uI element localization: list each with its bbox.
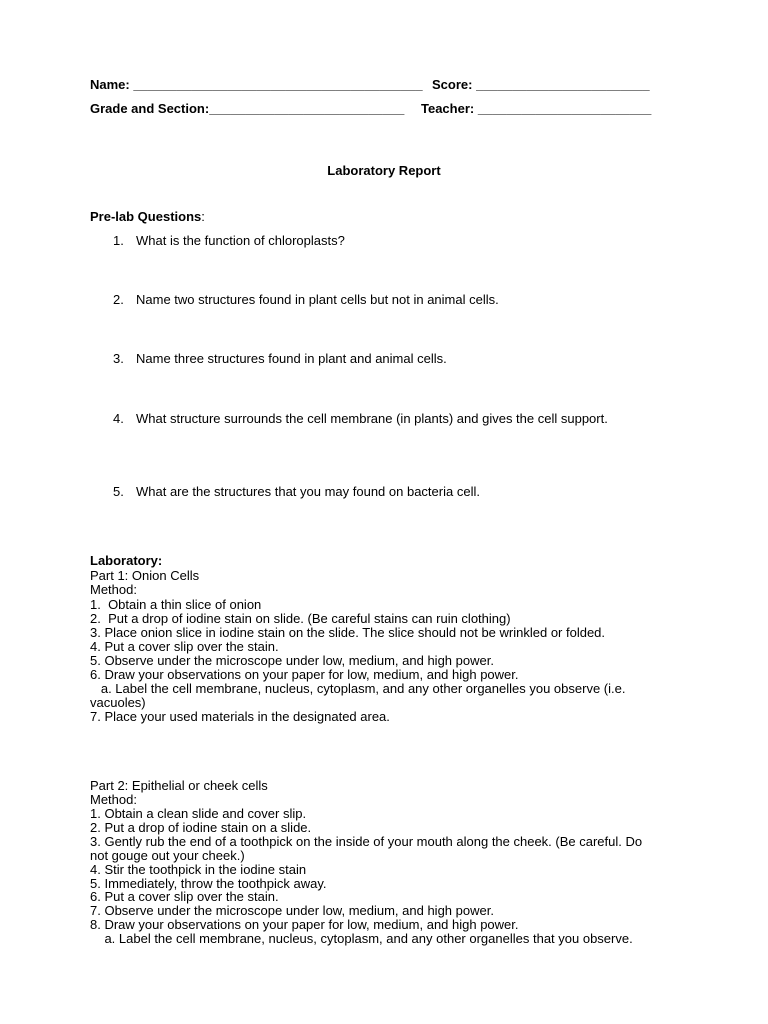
part1-step: 4. Put a cover slip over the stain.: [90, 639, 279, 654]
page-title: Laboratory Report: [327, 163, 441, 178]
prelab-question-3: Name three structures found in plant and animal cells.: [136, 351, 447, 366]
prelab-heading: [90, 209, 205, 224]
part2-step: 6. Put a cover slip over the stain.: [90, 889, 279, 904]
part1-method-label: Method:: [90, 582, 137, 597]
part2-step: 7. Observe under the microscope under low, medium, and high power.: [90, 903, 494, 918]
part2-step: not gouge out your cheek.): [90, 848, 245, 863]
score-blank: ________________________: [476, 77, 650, 92]
prelab-question-1-number: 1.: [113, 233, 124, 248]
prelab-question-2: Name two structures found in plant cells but not in animal cells.: [136, 292, 499, 307]
teacher-field: [421, 101, 651, 116]
grade-section-field: [90, 101, 404, 116]
part1-title: Part 1: Onion Cells: [90, 568, 200, 583]
score-label: Score:: [432, 77, 473, 92]
part1-step: 6. Draw your observations on your paper for low, medium, and high power.: [90, 667, 519, 682]
part1-step: 3. Place onion slice in iodine stain on the slide. The slice should not be wrinkled or folded.: [90, 625, 606, 640]
prelab-heading-colon: :: [201, 209, 205, 224]
name-field: [90, 77, 423, 92]
grade-section-label: Grade and Section:: [90, 101, 210, 116]
part1-step: 1. Obtain a thin slice of onion: [90, 597, 262, 612]
laboratory-heading: Laboratory:: [90, 553, 163, 568]
name-label: Name:: [90, 77, 130, 92]
part1-step: a. Label the cell membrane, nucleus, cytoplasm, and any other organelles you observe (i.e.: [90, 681, 626, 696]
part1-step: vacuoles): [90, 695, 146, 710]
part1-step: 7. Place your used materials in the designated area.: [90, 709, 390, 724]
prelab-question-4: What structure surrounds the cell membrane (in plants) and gives the cell support.: [136, 411, 608, 426]
teacher-blank: ________________________: [477, 101, 652, 116]
part1-step: 2. Put a drop of iodine stain on slide. (Be careful stains can ruin clothing): [90, 611, 511, 626]
part2-step: 2. Put a drop of iodine stain on a slide.: [90, 820, 312, 835]
name-blank: ________________________________________: [133, 77, 423, 92]
part2-step: 1. Obtain a clean slide and cover slip.: [90, 806, 307, 821]
part2-step: a. Label the cell membrane, nucleus, cytoplasm, and any other organelles that you observe.: [90, 931, 633, 946]
part2-step: 5. Immediately, throw the toothpick away.: [90, 876, 327, 891]
part2-step: 4. Stir the toothpick in the iodine stain: [90, 862, 307, 877]
prelab-heading-text: Pre-lab Questions: [90, 209, 202, 224]
prelab-question-4-number: 4.: [113, 411, 124, 426]
prelab-question-3-number: 3.: [113, 351, 124, 366]
part2-method-label: Method:: [90, 792, 137, 807]
part2-step: 8. Draw your observations on your paper for low, medium, and high power.: [90, 917, 519, 932]
prelab-question-2-number: 2.: [113, 292, 124, 307]
prelab-question-1: What is the function of chloroplasts?: [136, 233, 345, 248]
prelab-question-5-number: 5.: [113, 484, 124, 499]
part2-step: 3. Gently rub the end of a toothpick on the inside of your mouth along the cheek. (Be careful. Do: [90, 834, 643, 849]
prelab-question-5: What are the structures that you may found on bacteria cell.: [136, 484, 480, 499]
teacher-label: Teacher:: [421, 101, 475, 116]
part2-title: Part 2: Epithelial or cheek cells: [90, 778, 268, 793]
grade-section-blank: ___________________________: [209, 101, 405, 116]
part1-step: 5. Observe under the microscope under low, medium, and high power.: [90, 653, 494, 668]
score-field: [432, 77, 650, 92]
